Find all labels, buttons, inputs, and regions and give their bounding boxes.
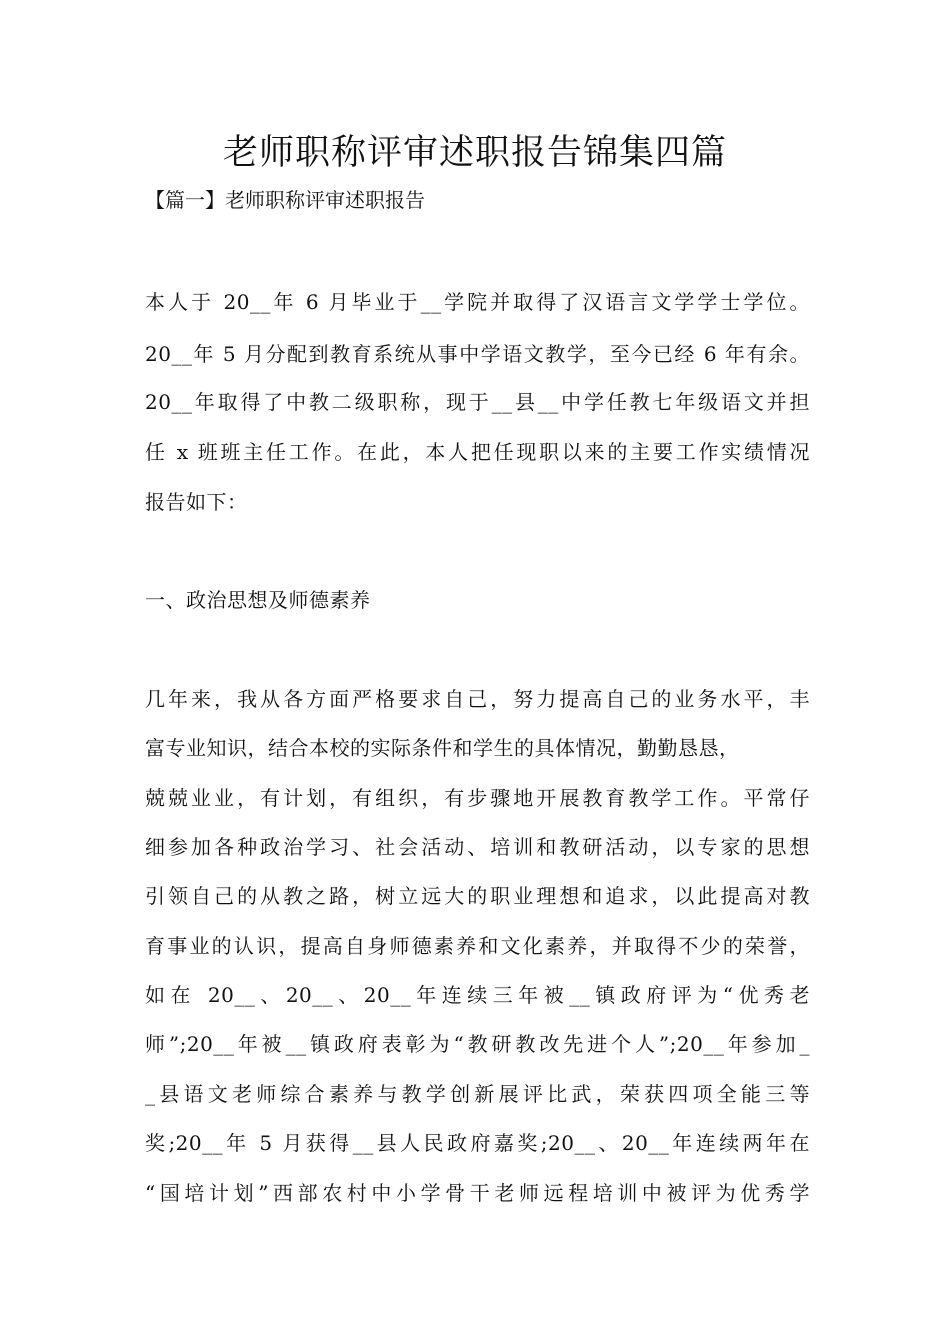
- document-title: 老师职称评审述职报告锦集四篇: [222, 133, 727, 173]
- body-line-10: 奖;20__年 5 月获得__县人民政府嘉奖;20__、20__年连续两年在: [145, 1131, 810, 1155]
- intro-line-1: 本人于 20__年 6 月毕业于__学院并取得了汉语言文学学士学位。: [145, 290, 810, 314]
- body-line-5: 引领自己的从教之路，树立远大的职业理想和追求，以此提高对教: [145, 884, 810, 908]
- body-line-6: 育事业的认识，提高自身师德素养和文化素养，并取得不少的荣誉，: [145, 934, 810, 958]
- body-line-11: “国培计划”西部农村中小学骨干老师远程培训中被评为优秀学: [145, 1181, 810, 1205]
- intro-line-4: 任 x 班班主任工作。在此，本人把任现职以来的主要工作实绩情况: [145, 440, 810, 464]
- body-line-7: 如在 20__、20__、20__年连续三年被__镇政府评为“优秀老: [145, 983, 810, 1007]
- part-heading: 【篇一】老师职称评审述职报告: [145, 188, 425, 212]
- intro-line-5: 报告如下：: [145, 490, 248, 514]
- intro-line-2: 20__年 5 月分配到教育系统从事中学语文教学，至今已经 6 年有余。: [145, 342, 810, 366]
- body-line-3: 兢兢业业，有计划，有组织，有步骤地开展教育教学工作。平常仔: [145, 786, 810, 810]
- body-line-8: 师”;20__年被__镇政府表彰为“教研教改先进个人”;20__年参加_: [145, 1032, 810, 1056]
- body-line-2: 富专业知识，结合本校的实际条件和学生的具体情况，勤勤恳恳，: [145, 736, 740, 760]
- body-line-1: 几年来，我从各方面严格要求自己，努力提高自己的业务水平，丰: [145, 687, 810, 711]
- body-line-4: 细参加各种政治学习、社会活动、培训和教研活动，以专家的思想: [145, 835, 810, 859]
- section-one-heading: 一、政治思想及师德素养: [145, 588, 371, 612]
- intro-line-3: 20__年取得了中教二级职称，现于__县__中学任教七年级语文并担: [145, 390, 810, 414]
- body-line-9: _县语文老师综合素养与教学创新展评比武，荣获四项全能三等: [145, 1082, 810, 1106]
